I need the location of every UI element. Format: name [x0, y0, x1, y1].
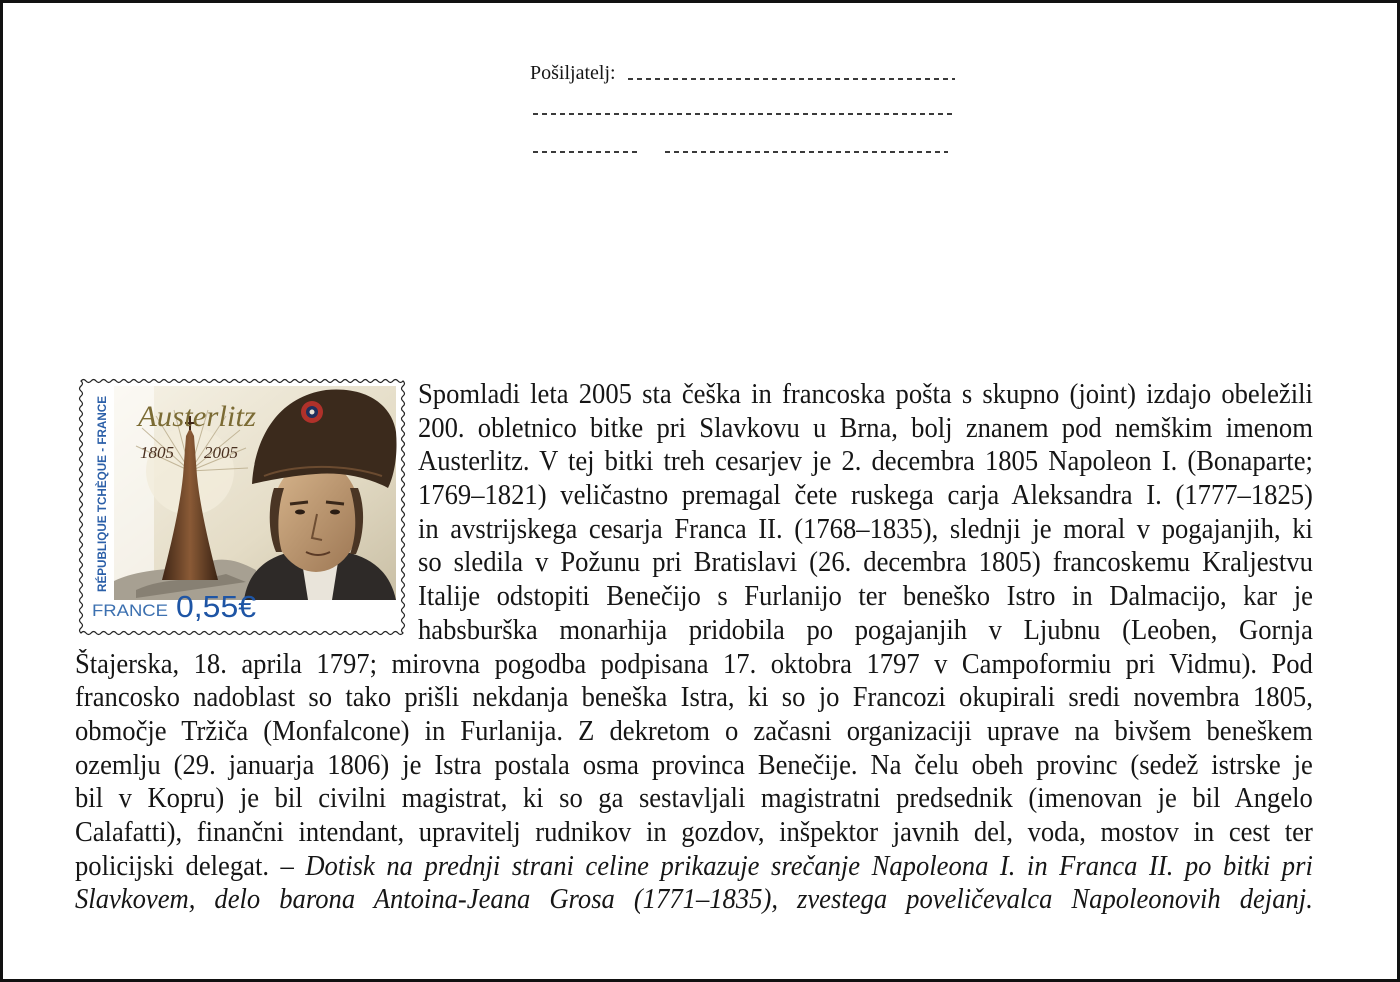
napoleon-eye-left [295, 510, 305, 515]
sender-line-3b [665, 151, 948, 153]
sender-line-1 [628, 78, 955, 80]
stamp-year-left: 1805 [140, 443, 174, 462]
text-line: Calafatti), finančni intendant, upravitelj rudnikov in gozdov, inšpektor javnih del, voda, mostov in cest ter [75, 817, 1313, 849]
closing-line [75, 850, 1313, 884]
text-line: Austerlitz. V tej bitki treh cesarjev je 2. decembra 1805 Napoleon I. (Bonaparte; [418, 446, 1313, 478]
text-line: 1769–1821) veličastno premagal čete ruskega carja Aleksandra I. (1777–1825) [418, 480, 1313, 512]
stamp-country: FRANCE [92, 601, 168, 620]
body-text-full-width [75, 648, 1378, 918]
closing-roman-text: policijski delegat. – [75, 850, 306, 882]
stamp-year-right: 2005 [204, 443, 238, 462]
sender-line-2 [533, 113, 955, 115]
closing-italic-text: Dotisk na prednji strani celine prikazuje srečanje Napoleona I. in Franca II. po bitki pri [305, 850, 1313, 882]
napoleon-eyebrow-left [290, 502, 308, 504]
closing-italic-line: Slavkovem, delo barona Antoina-Jeana Grosa (1771–1835), zvestega poveličevalca Napoleonovih dejanj. [75, 884, 1313, 916]
sender-label: Pošiljatelj: [530, 62, 616, 84]
text-line: francosko nadoblast so tako prišli nekdanja beneška Istra, ki so jo Francozi okupirali sredi novembra 1805, [75, 682, 1313, 714]
napoleon-eyebrow-right [326, 502, 344, 504]
stamp-value: 0,55€ [176, 589, 256, 624]
text-line: bil v Kopru) je bil civilni magistrat, ki so ga sestavljali magistratni predsednik (imenovan je bil Angelo [75, 783, 1313, 815]
austerlitz-stamp [76, 376, 408, 638]
cockade-dot [310, 410, 315, 415]
stamp-country-vertical: RÉPUBLIQUE TCHÈQUE - FRANCE [97, 399, 109, 592]
text-line: so sledila v Požunu pri Bratislavi (26. decembra 1805) francoskemu Kraljestvu [418, 547, 1313, 579]
text-line: habsburška monarhija pridobila po pogajanjih v Ljubnu (Leoben, Gornja [418, 614, 1313, 646]
text-line: 200. obletnico bitke pri Slavkovu u Brna, bolj znanem pod nemškim imenom [418, 412, 1313, 444]
body-text-beside-stamp [418, 378, 1360, 648]
text-line: območje Tržiča (Monfalcone) in Furlanija. Z dekretom o začasni organizaciji uprave na bivšem beneškem [75, 715, 1313, 747]
text-line: Štajerska, 18. aprila 1797; mirovna pogodba podpisana 17. oktobra 1797 v Campoformiu pri Vidmu). Pod [75, 648, 1313, 680]
stamp-title: Austerlitz [135, 400, 257, 433]
text-line: Spomladi leta 2005 sta češka in francoska pošta s skupno (joint) izdajo obeležili [418, 379, 1313, 410]
text-line: ozemlju (29. januarja 1806) je Istra postala osma provinca Benečije. Na čelu obeh provinc (sedež istrske je [75, 749, 1313, 781]
napoleon-eye-right [330, 510, 340, 515]
sender-line-3a [533, 151, 641, 153]
text-line: Italije odstopiti Benečijo s Furlanijo ter beneško Istro in Dalmacijo, kar je [418, 581, 1313, 613]
text-line: in avstrijskega cesarja Franca II. (1768–1835), slednji je moral v pogajanjih, ki [418, 513, 1313, 545]
